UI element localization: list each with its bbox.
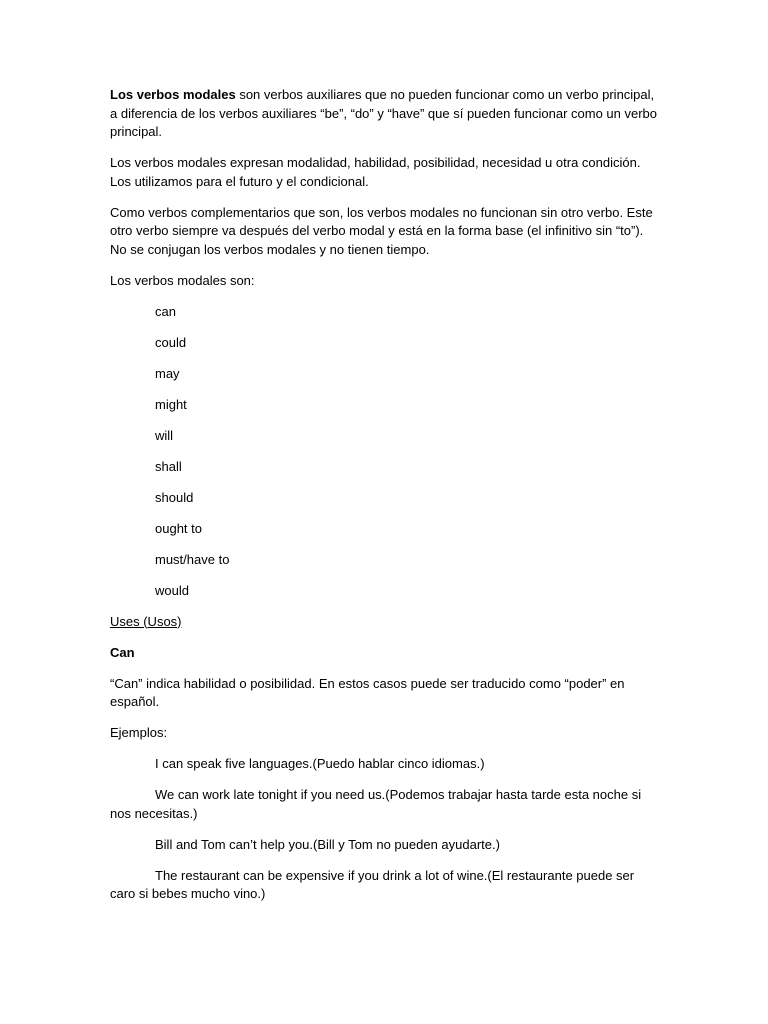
list-item: will xyxy=(155,427,174,443)
example-sentence: Bill and Tom can’t help you.(Bill y Tom no pueden ayudarte.) xyxy=(155,836,500,852)
list-item: would xyxy=(155,582,189,598)
list-item: might xyxy=(155,396,187,412)
document-body xyxy=(110,86,658,916)
example-sentence: The restaurant can be expensive if you drink a lot of wine.(El restaurante puede ser caro si bebes mucho vino.) xyxy=(110,867,635,901)
list-item: shall xyxy=(155,458,182,474)
example-sentence: We can work late tonight if you need us.(Podemos trabajar hasta tarde esta noche si nos necesitas.) xyxy=(110,787,642,821)
list-item: must/have to xyxy=(155,551,230,567)
list-item: can xyxy=(155,303,176,319)
list-item: could xyxy=(155,334,187,350)
list-item: should xyxy=(155,489,194,505)
list-item: may xyxy=(155,365,180,381)
paragraph-complementary: Como verbos complementarios que son, los verbos modales no funcionan sin otro verbo. Este otro verbo siempre va después del verbo modal y está en la forma base (el infinitivo sin “to”). No se conjugan los verbos modales y no tienen tiempo. xyxy=(110,204,653,257)
examples-label: Ejemplos: xyxy=(110,725,168,740)
can-description: “Can” indica habilidad o posibilidad. En estos casos puede ser traducido como “poder” en español. xyxy=(110,675,625,709)
paragraph-modality: Los verbos modales expresan modalidad, habilidad, posibilidad, necesidad u otra condición. Los utilizamos para el futuro y el condicional. xyxy=(110,155,641,189)
modal-verbs-list xyxy=(110,303,658,601)
example-sentence: I can speak five languages.(Puedo hablar cinco idiomas.) xyxy=(155,756,485,771)
list-item: ought to xyxy=(155,520,202,536)
uses-heading: Uses (Usos) xyxy=(110,613,182,629)
intro-lead-bold: Los verbos modales xyxy=(110,87,236,102)
list-intro: Los verbos modales son: xyxy=(110,272,255,288)
can-heading: Can xyxy=(110,644,135,660)
intro-paragraph xyxy=(110,86,658,142)
intro-lead-rest: son verbos auxiliares que no pueden funcionar como un verbo principal, a diferencia de los verbos auxiliares “be”, “do” y “have” que sí pueden funcionar como un verbo principal. xyxy=(110,87,658,139)
